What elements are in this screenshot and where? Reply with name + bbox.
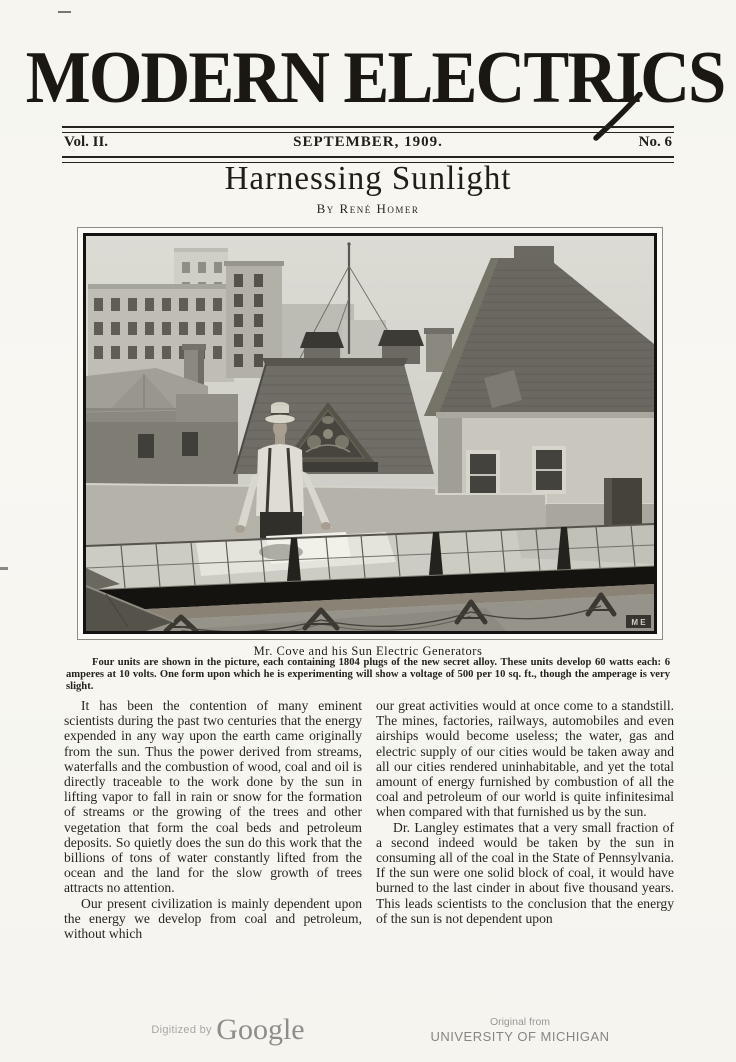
masthead-title: MODERN ELECTRICS [25,37,725,119]
digitized-by-label: Digitized by [151,1024,212,1036]
provenance-note [420,1016,620,1044]
photo-caption-title: Mr. Cove and his Sun Electric Generators [253,644,483,658]
issue-info-line [62,134,674,154]
google-logo: Google [216,1013,305,1046]
article-body [64,698,674,941]
photo [83,233,657,634]
rooftop-solar-generator-photo-illustration [86,236,654,631]
volume-label: Vol. II. [64,134,109,150]
photo-caption-body: Four units are shown in the picture, each containing 1804 plugs of the new secret alloy. These units develop 60 watts each: 6 amperes at 10 volts. One form upon which he is experimenting will show a voltage of 500 per 10 sq. ft., though the amperage is very slight. [66,657,670,692]
institution-name: UNIVERSITY OF MICHIGAN [430,1029,610,1044]
left-column [64,698,362,941]
scan-artifact-edge-mark [0,567,8,570]
photo-watermark: M E [631,618,646,627]
article-byline: By René Homer [316,201,420,216]
paragraph: Dr. Langley estimates that a very small fraction of a second indeed would be taken by the sun in consuming all of the coal in the State of Pennsylvania. If the sun were one solid block of coal, it would have burned to the last cinder in about five thousand years. This leads scientists to the conclusion that the energy of the sun is not dependent upon [376,819,674,926]
digitized-by-google [128,1013,328,1047]
paragraph: our great activities would at once come to a standstill. The mines, factories, railways, automobiles and even airships would become useless; the water, gas and electric supply of our cities would be taken away and all our cities rendered uninhabitable, and yet the total amount of energy furnished by combustion of all the coal and petroleum of our world is quite infinitesimal when compared with that furnished us by the sun. [376,698,674,820]
photo-frame [77,227,663,640]
article-title: Harnessing Sunlight [224,160,512,197]
right-column [376,698,674,941]
issue-date: SEPTEMBER, 1909. [293,134,443,150]
scan-artifact-dash [58,11,71,13]
original-from-label: Original from [489,1016,551,1028]
issue-number: No. 6 [638,134,672,150]
header-rule-top [62,126,674,133]
paragraph: Our present civilization is mainly dependent upon the energy we develop from coal and petroleum, without which [64,895,362,942]
paragraph: It has been the contention of many eminent scientists during the past two centuries that the energy expended in any way upon the earth came originally from the sun. Thus the power derived from streams, waterfalls and the combustion of wood, coal and oil is directly traceable to the work done by the sun in lifting vapor to fall in rain or snow for the formation of streams or the growing of the trees and other vegetation that form the coal beds and petroleum deposits. So quietly does the sun do this work that the billions of tons of water constantly lifted from the ocean and the land for the slow growth of trees attracts no attention. [64,698,362,896]
